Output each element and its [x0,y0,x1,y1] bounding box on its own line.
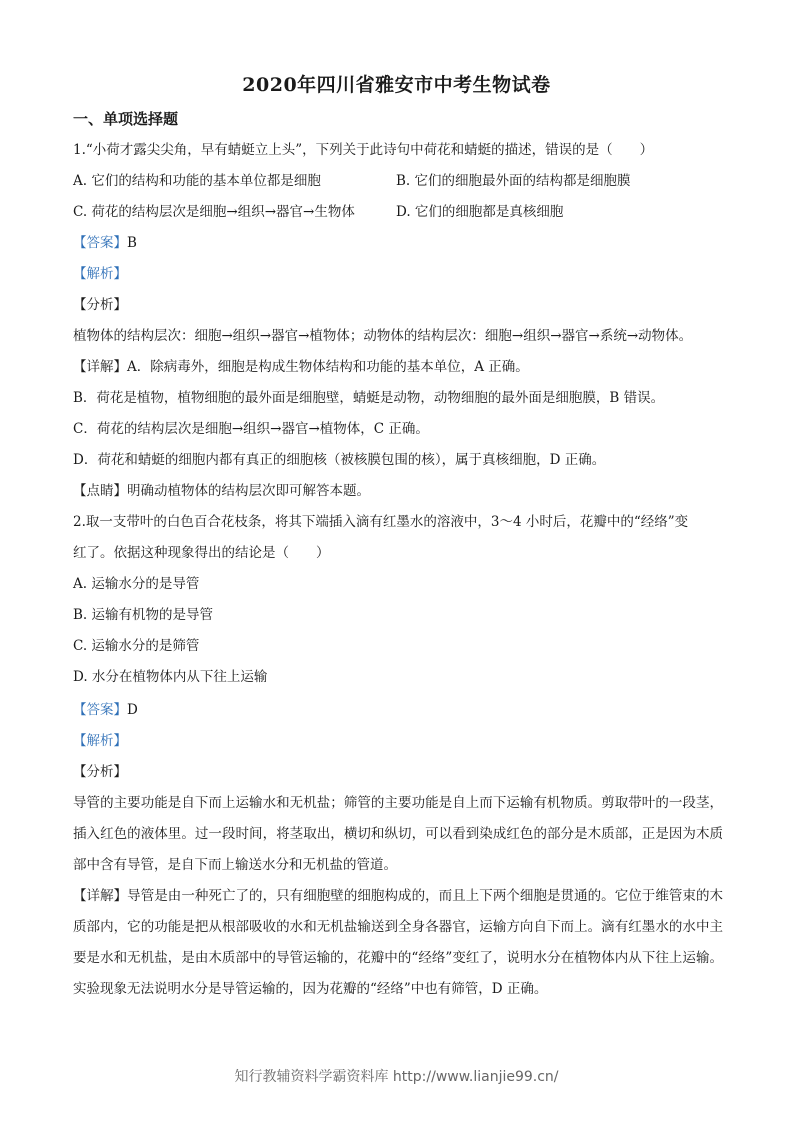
q2-stem-line2: 红了。依据这种现象得出的结论是（ ） [73,545,330,561]
q1-option-d: D. 它们的细胞都是真核细胞 [396,204,564,220]
q2-fenxi-text: 导管的主要功能是自下而上运输水和无机盐；筛管的主要功能是自上而下运输有机物质。剪取带叶的一段茎，插入红色的液体里。过一段时间，将茎取出，横切和纵切，可以看到染成红色的部分是木质部，正是因为木质部中含有导管，是自下而上输送水分和无机盐的管道。 [73,795,723,873]
detail-label: 【详解】 [73,888,128,904]
dianjing-text: 明确动植物体的结构层次即可解答本题。 [127,483,370,499]
q1-detail-b: B．荷花是植物，植物细胞的最外面是细胞壁，蜻蜓是动物，动物细胞的最外面是细胞膜，B 错误。 [73,390,665,406]
q1-jiexi-label: 【解析】 [73,266,127,282]
dianjing-label: 【点睛】 [73,483,127,499]
answer-label: 【答案】 [73,702,127,718]
q1-stem: 1.“小荷才露尖尖角，早有蜻蜓立上头”，下列关于此诗句中荷花和蜻蜓的描述，错误的是（ ） [73,142,654,158]
q1-detail-d: D．荷花和蜻蜓的细胞内都有真正的细胞核（被核膜包围的核），属于真核细胞，D 正确。 [73,452,606,468]
q2-jiexi-label: 【解析】 [73,733,127,749]
detail-text: 导管是由一种死亡了的，只有细胞壁的细胞构成的，而且上下两个细胞是贯通的。它位于维管束的木质部内，它的功能是把从根部吸收的水和无机盐输送到全身各器官，运输方向自下而上。滴有红墨水的水中主要是水和无机盐，是由木质部中的导管运输的，花瓣中的“经络”变红了，说明水分在植物体内从下往上运输。实验现象无法说明水分是导管运输的，因为花瓣的“经络”中也有筛管，D 正确。 [73,888,724,997]
answer-label: 【答案】 [73,235,127,251]
q2-fenxi-label: 【分析】 [73,764,127,780]
answer-value: B [127,235,137,251]
footer-watermark: 知行教辅资料学霸资料库 http://www.lianjie99.cn/ [234,1069,559,1085]
q1-detail-a [73,357,529,377]
section-heading: 一、单项选择题 [73,110,179,128]
detail-text: A．除病毒外，细胞是构成生物体结构和功能的基本单位，A 正确。 [127,359,529,375]
answer-value: D [127,702,138,718]
q1-dianjing [73,481,370,501]
q1-detail-c: C．荷花的结构层次是细胞→组织→器官→植物体，C 正确。 [73,421,429,437]
q2-option-d: D. 水分在植物体内从下往上运输 [73,669,268,685]
q1-option-b: B. 它们的细胞最外面的结构都是细胞膜 [396,173,631,189]
q2-option-b: B. 运输有机物的是导管 [73,607,214,623]
q2-option-c: C. 运输水分的是筛管 [73,638,200,654]
q1-fenxi-text: 植物体的结构层次：细胞→组织→器官→植物体；动物体的结构层次：细胞→组织→器官→系统→动物体。 [73,328,693,344]
q2-option-a: A. 运输水分的是导管 [73,576,200,592]
q1-option-a: A. 它们的结构和功能的基本单位都是细胞 [73,173,321,189]
q2-answer [73,700,138,720]
detail-label: 【详解】 [73,359,127,375]
q1-answer [73,233,137,253]
q1-option-c: C. 荷花的结构层次是细胞→组织→器官→生物体 [73,204,355,220]
q2-stem-line1: 2.取一支带叶的白色百合花枝条，将其下端插入滴有红墨水的溶液中，3～4 小时后，花瓣中的“经络”变 [73,514,689,530]
q1-fenxi-label: 【分析】 [73,297,127,313]
page-title: 2020年四川省雅安市中考生物试卷 [242,74,551,96]
q2-detail [73,881,723,1005]
